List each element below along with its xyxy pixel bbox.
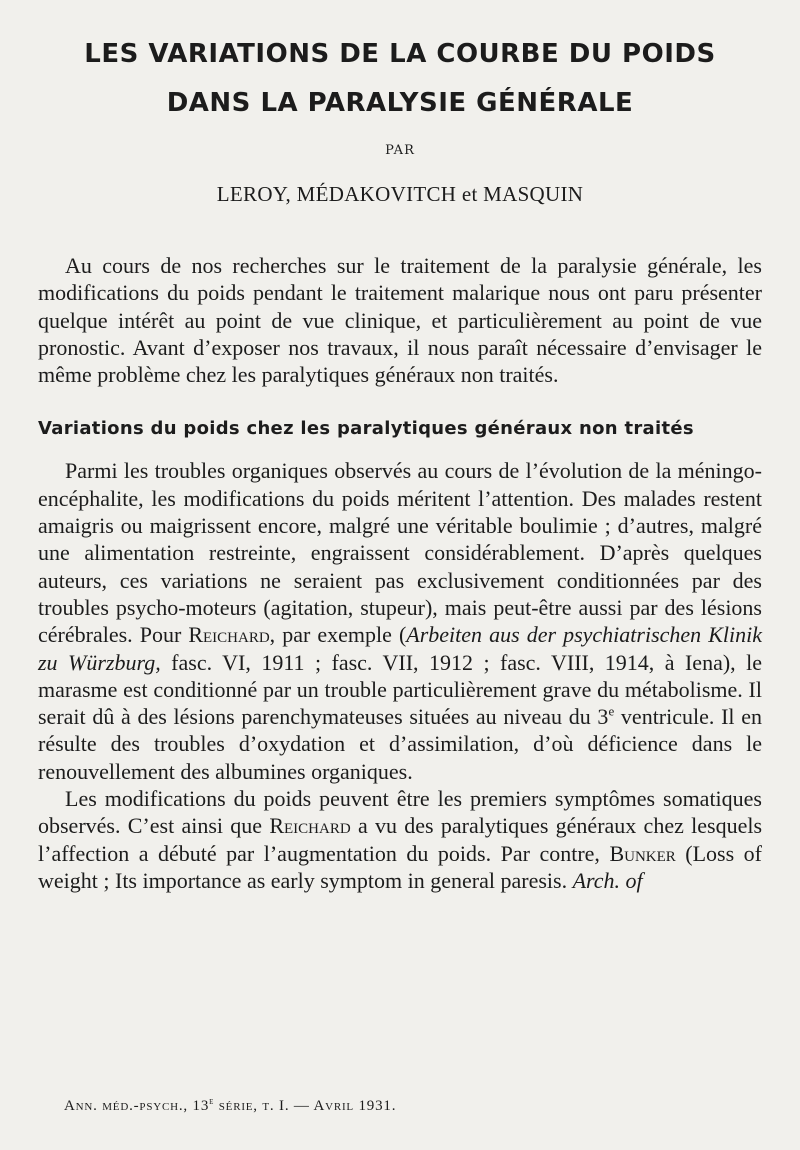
cited-work: Arbeiten aus der psychiatrischen Klinik zu Würzburg, <box>38 622 763 675</box>
p2-text-d: ventricule. Il en résulte des troubles d’oxydation et d’assimilation, d’où déficience dans le renouvellement des albumines organiques. <box>38 704 762 784</box>
title-line-2: DANS LA PARALYSIE GÉNÉRALE <box>166 88 634 118</box>
cited-journal: Arch. of <box>572 867 643 893</box>
paragraph-3 <box>38 785 762 894</box>
footer-text-b: série, t. I. — Avril 1931. <box>214 1098 397 1114</box>
article-title <box>38 0 762 128</box>
author-name: Reichard <box>188 622 270 648</box>
p3-text-c: (Loss of weight ; Its importance as early symptom in general paresis. <box>38 840 763 893</box>
author-name: Reichard <box>269 813 351 839</box>
page-footer <box>64 1098 396 1115</box>
p2-text-a: Parmi les troubles organiques observés au cours de l’évolution de la méningo-encéphalite, les modifications du poids méritent l’attention. Des malades restent amaigris ou maigrissent encore, malgré une véritable boulimie ; d’autres, malgré une alimentation restreinte, engraissent considérablement. D’après quelques auteurs, ces variations ne seraient pas exclusivement conditionnées par des troubles psycho-moteurs (agitation, stupeur), mais peut-être aussi par des lésions cérébrales. Pour <box>38 458 762 648</box>
section-heading: Variations du poids chez les paralytiques généraux non traités <box>38 418 694 440</box>
paragraph-2 <box>38 457 762 785</box>
ordinal-superscript: e <box>608 703 615 719</box>
p3-text-a: Les modifications du poids peuvent être les premiers symptômes somatiques observés. C’est ainsi que <box>38 786 762 839</box>
byline-authors: LEROY, MÉDAKOVITCH et MASQUIN <box>216 182 584 206</box>
footer-text-a: Ann. méd.-psych., 13 <box>64 1098 210 1114</box>
p2-text-c: fasc. VI, 1911 ; fasc. VII, 1912 ; fasc. VIII, 1914, à Iena), le marasme est conditionné par un trouble particulièrement grave du métabolisme. Il serait dû à des lésions parenchymateuses situées au niveau du 3 <box>38 649 762 730</box>
author-name: Bunker <box>609 840 676 866</box>
p2-text-b: , par exemple ( <box>269 622 407 648</box>
byline-par: PAR <box>385 143 415 158</box>
title-line-1: LES VARIATIONS DE LA COURBE DU POIDS <box>84 39 716 69</box>
intro-paragraph: Au cours de nos recherches sur le traitement de la paralysie générale, les modifications du poids pendant le traitement malarique nous ont paru présenter quelque intérêt au point de vue clinique, et particulièrement au point de vue pronostic. Avant d’exposer nos travaux, il nous paraît nécessaire d’envisager le même problème chez les paralytiques généraux non traités. <box>38 253 762 388</box>
footer-superscript: e <box>209 1096 215 1107</box>
p3-text-b: a vu des paralytiques généraux chez lesquels l’affection a débuté par l’augmentation du poids. Par contre, <box>38 813 763 866</box>
